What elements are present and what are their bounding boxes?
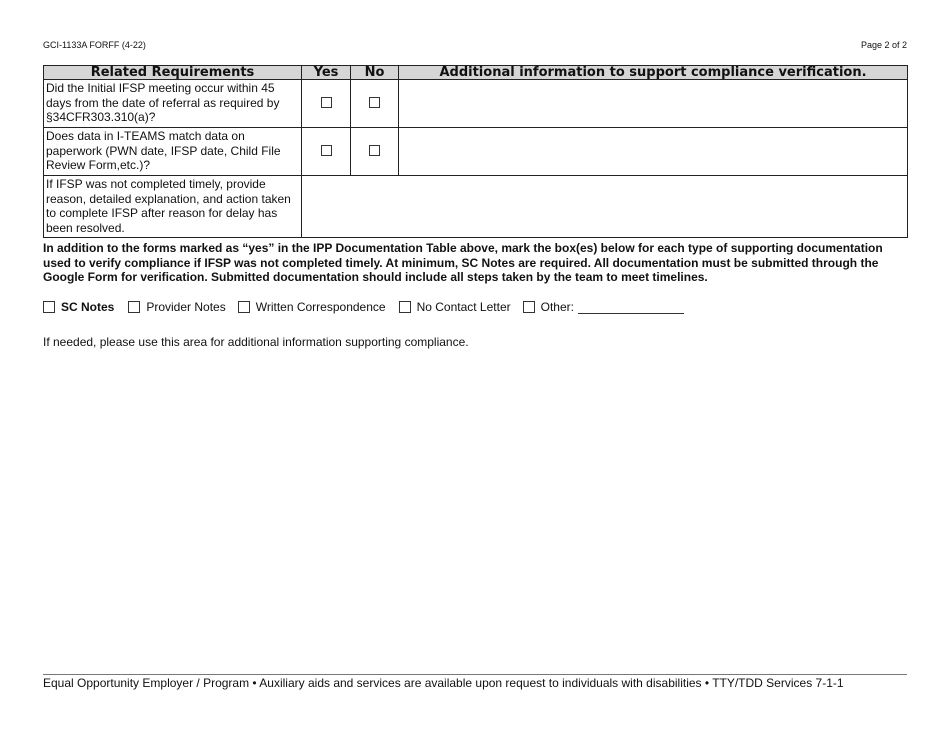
yes-cell	[302, 128, 351, 176]
requirement-question: Did the Initial IFSP meeting occur within 45 days from the date of referral as required by §34CFR303.310(a)?	[44, 80, 302, 128]
written-correspondence-label: Written Correspondence	[255, 300, 386, 314]
requirements-table	[43, 65, 908, 238]
option-no-contact-letter[interactable]	[399, 300, 511, 314]
form-id: GCI-1133A FORFF (4-22)	[43, 40, 146, 50]
other-input-line[interactable]	[578, 301, 684, 314]
additional-info-field[interactable]	[399, 80, 908, 128]
provider-notes-label: Provider Notes	[146, 300, 226, 314]
table-row	[44, 176, 908, 238]
sc-notes-checkbox[interactable]	[43, 301, 55, 313]
no-checkbox[interactable]	[369, 97, 380, 108]
table-header-row	[44, 66, 908, 80]
yes-cell	[302, 80, 351, 128]
yes-checkbox[interactable]	[321, 97, 332, 108]
page-number: Page 2 of 2	[860, 40, 907, 50]
provider-notes-checkbox[interactable]	[128, 301, 140, 313]
additional-info-prompt: If needed, please use this area for additional information supporting compliance.	[43, 335, 469, 349]
footer-text: Equal Opportunity Employer / Program • Auxiliary aids and services are available upon request to individuals with disabilities • TTY/TDD Services 7-1-1	[43, 676, 844, 690]
header-additional-info: Additional information to support compliance verification.	[399, 66, 908, 80]
no-cell	[351, 80, 399, 128]
footer-divider	[43, 674, 907, 675]
instructions-text: In addition to the forms marked as “yes” in the IPP Documentation Table above, mark the box(es) below for each type of supporting documentation used to verify compliance if IFSP was not completed timely. At minimum, SC Notes are required. All documentation must be submitted through the Google Form for verification. Submitted documentation should include all steps taken by the team to meet timelines.	[43, 241, 883, 284]
header-yes: Yes	[302, 66, 351, 80]
option-other[interactable]	[523, 300, 684, 314]
table-row	[44, 128, 908, 176]
delay-explanation-field[interactable]	[302, 176, 908, 238]
other-label: Other:	[540, 300, 574, 314]
documentation-options	[43, 300, 684, 314]
yes-checkbox[interactable]	[321, 145, 332, 156]
option-sc-notes[interactable]	[43, 300, 114, 314]
table-row	[44, 80, 908, 128]
no-cell	[351, 128, 399, 176]
option-provider-notes[interactable]	[128, 300, 225, 314]
written-correspondence-checkbox[interactable]	[238, 301, 250, 313]
no-contact-letter-checkbox[interactable]	[399, 301, 411, 313]
additional-info-field[interactable]	[399, 128, 908, 176]
header-no: No	[351, 66, 399, 80]
no-checkbox[interactable]	[369, 145, 380, 156]
requirement-question: If IFSP was not completed timely, provide reason, detailed explanation, and action taken to complete IFSP after reason for delay has been resolved.	[44, 176, 302, 238]
header-related-requirements: Related Requirements	[44, 66, 302, 80]
requirement-question: Does data in I-TEAMS match data on paperwork (PWN date, IFSP date, Child File Review Form,etc.)?	[44, 128, 302, 176]
option-written-correspondence[interactable]	[238, 300, 386, 314]
other-checkbox[interactable]	[523, 301, 535, 313]
sc-notes-label: SC Notes	[61, 300, 115, 314]
no-contact-letter-label: No Contact Letter	[416, 300, 511, 314]
